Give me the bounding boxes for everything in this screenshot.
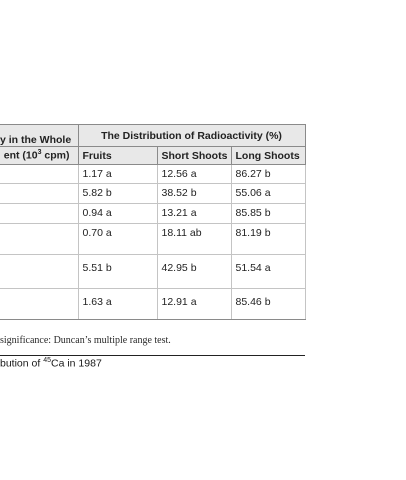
results-table-container bbox=[0, 124, 305, 320]
table-row bbox=[0, 224, 305, 255]
table-row bbox=[0, 289, 305, 320]
table-row bbox=[0, 184, 305, 204]
row-label-cell bbox=[0, 224, 78, 255]
fruits-cell: 0.70 a bbox=[78, 224, 157, 255]
fruits-cell: 1.63 a bbox=[78, 289, 157, 320]
fruits-cell: 1.17 a bbox=[78, 165, 157, 184]
table-row bbox=[0, 165, 305, 184]
short-shoots-cell: 42.95 b bbox=[157, 255, 231, 289]
radioactivity-distribution-table bbox=[0, 124, 306, 320]
figure-caption: bution of $^{45}$Ca in 1987 bbox=[0, 357, 102, 370]
table-header-row-1 bbox=[0, 125, 305, 147]
short-shoots-cell: 12.56 a bbox=[157, 165, 231, 184]
table-footnote: significance: Duncan’s multiple range test. bbox=[0, 335, 171, 346]
header-short-shoots: Short Shoots bbox=[157, 147, 231, 165]
fruits-cell: 5.82 b bbox=[78, 184, 157, 204]
long-shoots-cell: 55.06 a bbox=[231, 184, 305, 204]
long-shoots-cell: 51.54 a bbox=[231, 255, 305, 289]
short-shoots-cell: 18.11 ab bbox=[157, 224, 231, 255]
fruits-cell: 5.51 b bbox=[78, 255, 157, 289]
short-shoots-cell: 12.91 a bbox=[157, 289, 231, 320]
long-shoots-cell: 85.46 b bbox=[231, 289, 305, 320]
caption-divider bbox=[0, 355, 305, 356]
long-shoots-cell: 85.85 b bbox=[231, 204, 305, 224]
header-fruits: Fruits bbox=[78, 147, 157, 165]
header-whole-plant-line1: y in the Whole bbox=[0, 125, 78, 147]
header-whole-plant-line2: ent ($10^3$ cpm) bbox=[0, 147, 78, 165]
header-distribution-group: The Distribution of Radioactivity (%) bbox=[78, 125, 305, 147]
table-row bbox=[0, 255, 305, 289]
long-shoots-cell: 86.27 b bbox=[231, 165, 305, 184]
long-shoots-cell: 81.19 b bbox=[231, 224, 305, 255]
row-label-cell bbox=[0, 289, 78, 320]
row-label-cell bbox=[0, 204, 78, 224]
table-header-row-2 bbox=[0, 147, 305, 165]
header-long-shoots: Long Shoots bbox=[231, 147, 305, 165]
fruits-cell: 0.94 a bbox=[78, 204, 157, 224]
short-shoots-cell: 13.21 a bbox=[157, 204, 231, 224]
row-label-cell bbox=[0, 165, 78, 184]
short-shoots-cell: 38.52 b bbox=[157, 184, 231, 204]
row-label-cell bbox=[0, 255, 78, 289]
table-row bbox=[0, 204, 305, 224]
row-label-cell bbox=[0, 184, 78, 204]
